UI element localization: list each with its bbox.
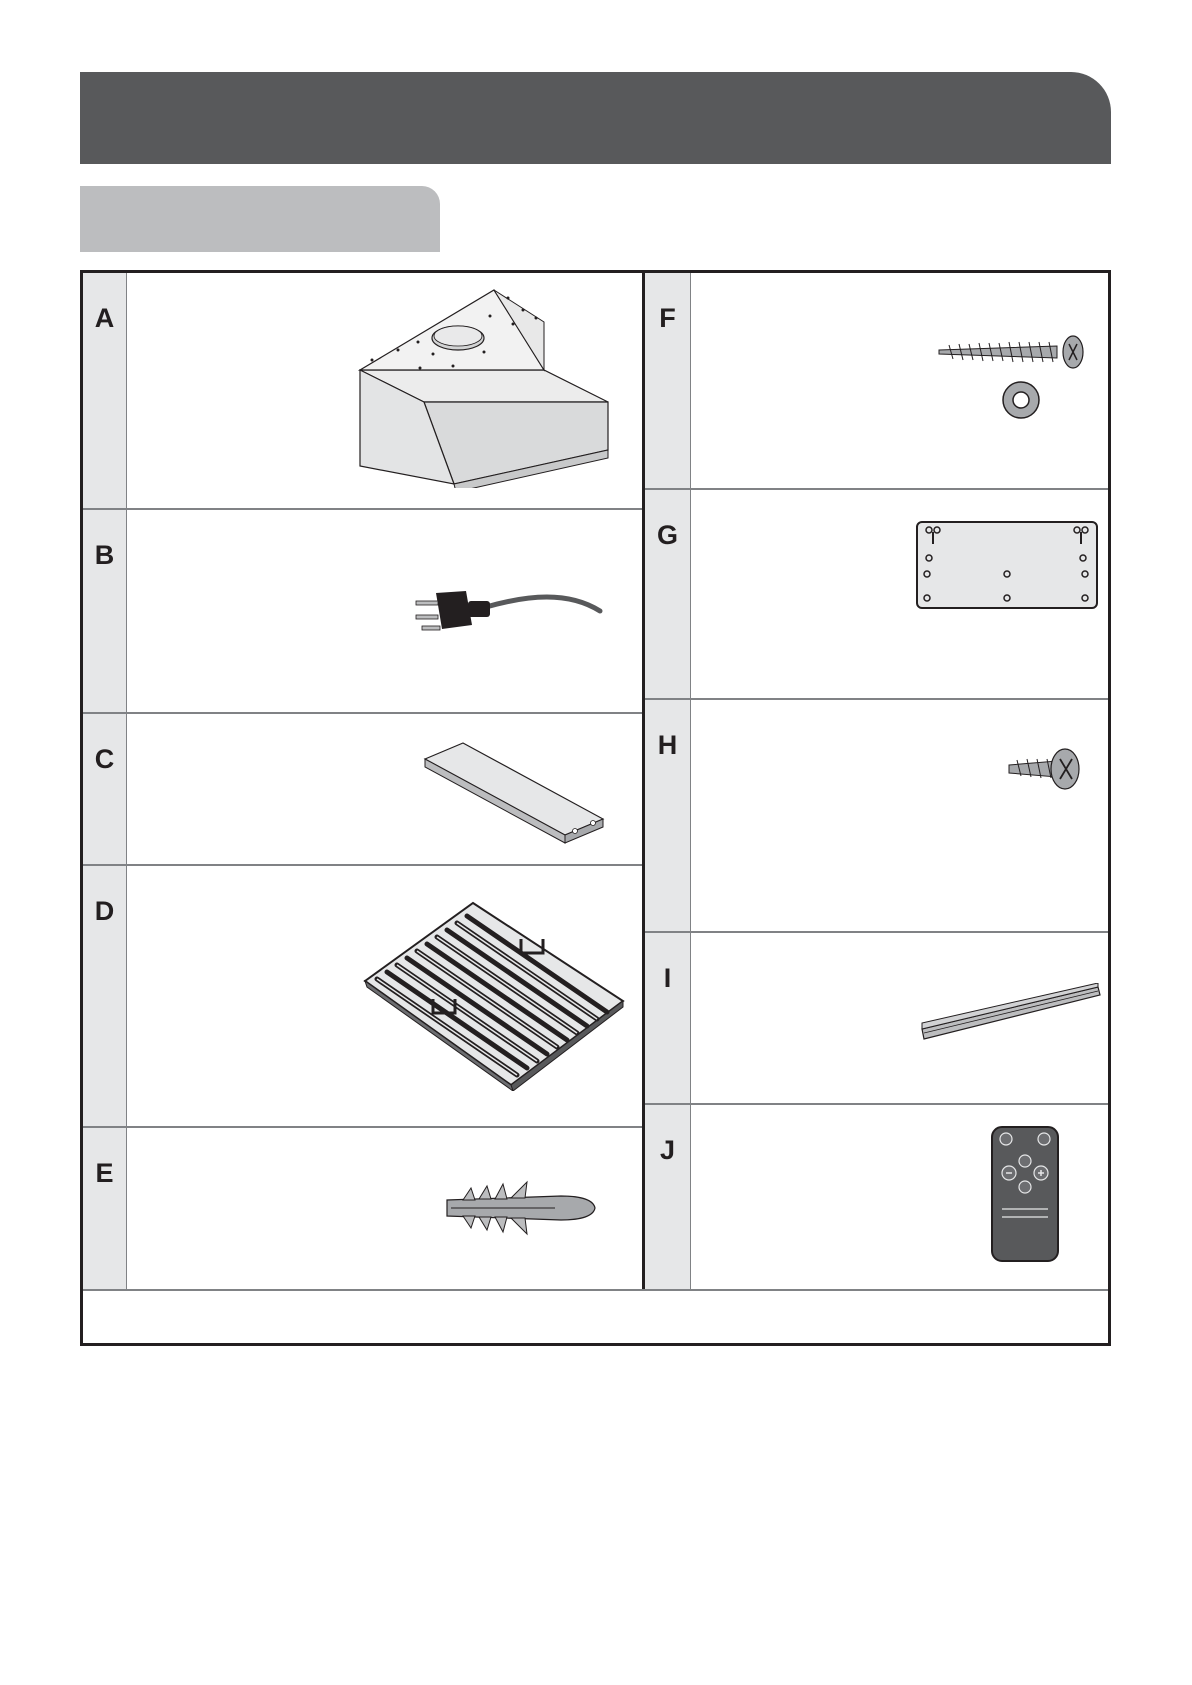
header-banner (80, 72, 1111, 164)
range-hood-icon (358, 288, 613, 488)
part-row-e (83, 1128, 642, 1289)
parts-table (80, 270, 1111, 1346)
letter-column (645, 273, 691, 488)
letter-column (83, 714, 127, 864)
part-row-g (645, 490, 1108, 700)
part-letter: E (95, 1158, 114, 1188)
part-row-h (645, 700, 1108, 933)
short-screw-icon (1005, 745, 1085, 795)
part-row-j (645, 1105, 1108, 1289)
letter-column (83, 510, 127, 712)
mounting-plate-icon (915, 520, 1099, 612)
part-row-c (83, 714, 642, 866)
part-letter: H (657, 730, 678, 760)
part-letter: F (659, 303, 676, 333)
letter-column (645, 933, 691, 1103)
part-letter: I (663, 963, 672, 993)
part-letter: B (94, 540, 115, 570)
flat-bracket-icon (423, 739, 613, 849)
letter-column (645, 490, 691, 698)
section-tab (80, 186, 440, 252)
letter-column (83, 273, 127, 508)
channel-rail-icon (920, 983, 1104, 1053)
letter-column (83, 1128, 127, 1289)
wall-anchor-icon (443, 1178, 603, 1238)
part-row-f (645, 273, 1108, 490)
remote-control-icon (990, 1125, 1060, 1263)
letter-column (83, 866, 127, 1126)
part-letter: D (94, 896, 115, 926)
part-row-b (83, 510, 642, 714)
part-letter: G (656, 520, 678, 550)
part-row-i (645, 933, 1108, 1105)
grease-filter-icon (363, 901, 628, 1091)
part-letter: C (94, 744, 115, 774)
part-row-d (83, 866, 642, 1128)
part-letter: J (659, 1135, 676, 1165)
letter-column (645, 700, 691, 931)
table-footer-row (83, 1289, 1108, 1345)
letter-column (645, 1105, 691, 1289)
parts-column-right (642, 273, 1108, 1289)
part-row-a (83, 273, 642, 510)
screw-washer-icon (935, 328, 1095, 428)
power-plug-icon (408, 585, 608, 645)
part-letter: A (94, 303, 115, 333)
